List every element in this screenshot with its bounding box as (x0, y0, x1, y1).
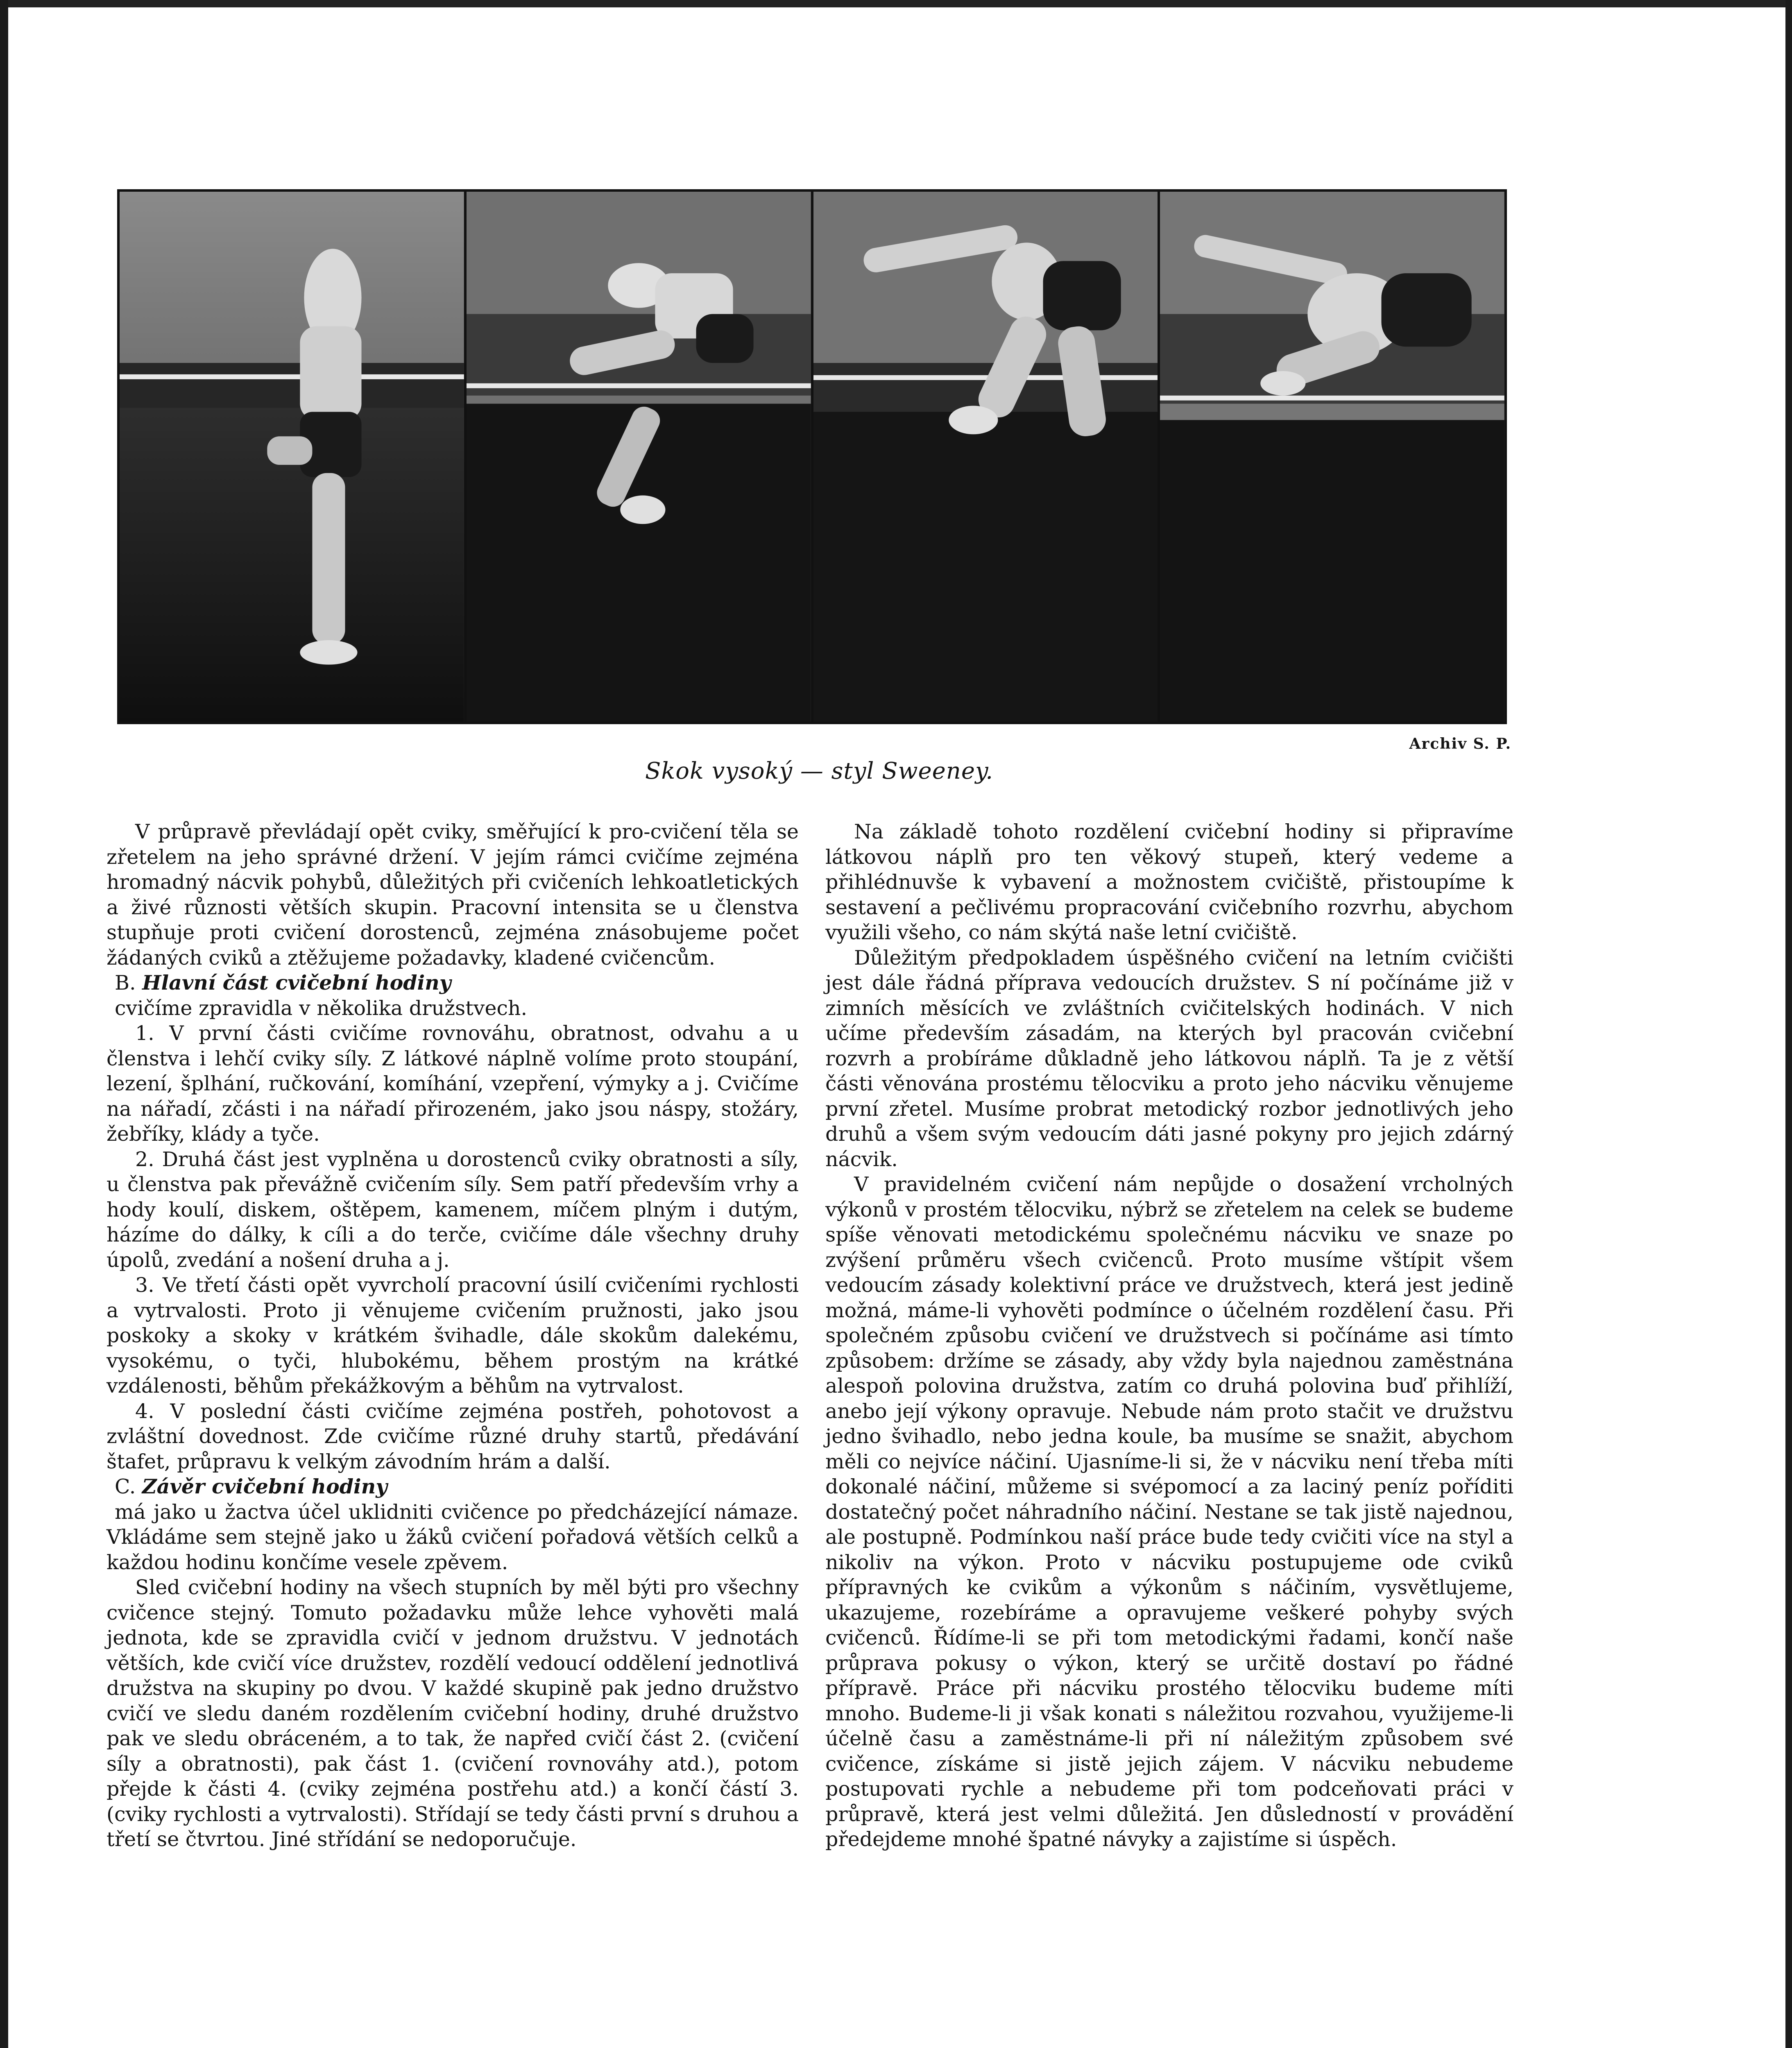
section-b-title: Hlavní část cvičební hodiny (142, 971, 451, 995)
photo-sequence (117, 189, 1507, 724)
photo-frame-2 (467, 192, 811, 722)
photo-frame-1 (120, 192, 464, 722)
left-column (106, 819, 799, 1852)
section-c-label: C. (115, 1475, 136, 1498)
section-c-text: má jako u žactva účel uklidniti cvičence po předcházející námaze. Vkládáme sem stejně jako u žáků cvičení pořadová větších celků a každou hodinu končíme vesele zpěvem. (106, 1500, 799, 1574)
photo-frame-4 (1160, 192, 1504, 722)
photo-credit: Archiv S. P. (1409, 735, 1511, 752)
section-b-heading (106, 970, 799, 996)
paragraph: 1. V první části cvičíme rovnováhu, obratnost, odvahu a u členstva i lehčí cviky síly. Z látkové náplně volíme proto stoupání, lezení, šplhání, ručkování, komíhání, vzepření, výmyky a j. Cvičíme na nářadí, zčásti i na nářadí přirozeném, jako jsou náspy, stožáry, žebříky, klády a tyče. (106, 1022, 799, 1146)
paragraph: 3. Ve třetí části opět vyvrcholí pracovní úsilí cvičeními rychlosti a vytrvalosti. Proto ji věnujeme cvičením pružnosti, jako jsou poskoky a skoky v krátkém švihadle, dále skokům dalekému, vysokému, o tyči, hlubokému, během prostým na krátké vzdálenosti, běhům překážkovým a běhům na vytrvalost. (106, 1273, 799, 1398)
paragraph: Sled cvičební hodiny na všech stupních by měl býti pro všechny cvičence stejný. Tomuto požadavku může lehce vyhověti malá jednota, kde se zpravidla cvičí v jednom družstvu. V jednotách větších, kde cvičí více družstev, rozdělí vedoucí oddělení jednotlivá družstva na skupiny po dvou. V každé skupině pak jedno družstvo cvičí ve sledu daném rozdělením cvičební hodiny, druhé družstvo pak ve sledu obráceném, a to tak, že napřed cvičí část 2. (cvičení síly a obratnosti), pak část 1. (cvičení rovnováhy atd.), potom přejde k části 4. (cviky zejména postřehu atd.) a končí částí 3. (cviky rychlosti a vytrvalosti). Střídají se tedy části první s druhou a třetí se čtvrtou. Jiné střídání se nedoporučuje. (106, 1576, 799, 1851)
paragraph: V pravidelném cvičení nám nepůjde o dosažení vrcholných výkonů v prostém tělocviku, nýbrž se zřetelem na celek se budeme spíše věnovati metodickému společnému nácviku ve snaze po zvýšení průměru všech cvičenců. Proto musíme vštípit všem vedoucím zásady kolektivní práce ve družstvech, která jest jedině možná, máme-li vyhověti podmínce o účelném rozdělení času. Při společném způsobu cvičení ve družstvech si počínáme asi tímto způsobem: držíme se zásady, aby vždy byla najednou zaměstnána alespoň polovina družstva, zatím co druhá polovina buď přihlíží, anebo její výkony opravuje. Nebude nám proto stačit ve družstvu jedno švihadlo, nebo jedna koule, ba musíme se snažit, abychom měli co nejvíce náčiní. Ujasníme-li si, že v nácviku není třeba míti dokonalé náčiní, můžeme si svépomocí a za laciný peníz poříditi dostatečný počet náhradního náčiní. Nestane se tak jistě najednou, ale postupně. Podmínkou naší práce bude tedy cvičiti více na styl a nikoliv na výkon. Proto v nácviku postupujeme ode cviků přípravných ke cvikům a výkonům s náčiním, vysvětlujeme, ukazujeme, rozebíráme a opravujeme veškeré pohyby svých cvičenců. Řídíme-li se při tom metodickými řadami, končí naše průprava pokusy o výkon, který se určitě dostaví po řádné přípravě. Práce při nácviku prostého tělocviku budeme míti mnoho. Budeme-li ji však konati s náležitou rozvahou, využijeme-li účelně času a zaměstnáme-li při ní náležitým způsobem své cvičence, získáme si jistě jejich zájem. V nácviku nebudeme postupovati rychle a nebudeme při tom podceňovati práci v průpravě, která jest velmi důležitá. Jen důsledností v provádění předejdeme mnohé špatné návyky a zajistíme si úspěch. (825, 1173, 1513, 1851)
paragraph: 4. V poslední části cvičíme zejména postřeh, pohotovost a zvláštní dovednost. Zde cvičíme různé druhy startů, předávání štafet, průpravu k velkým závodním hrám a další. (106, 1399, 799, 1473)
scan-edge-left (0, 0, 8, 2048)
right-column (825, 819, 1513, 1852)
photo-frame-3 (813, 192, 1158, 722)
section-b-label: B. (115, 971, 136, 995)
scan-edge-right (1785, 0, 1792, 2048)
scan-edge-top (0, 0, 1792, 7)
paragraph: Důležitým předpokladem úspěšného cvičení na letním cvičišti jest dále řádná příprava vedoucích družstev. S ní počínáme již v zimních měsících ve zvláštních cvičitelských hodinách. V nich učíme především zásadám, na kterých byl pracován cvičební rozvrh a probíráme důkladně jeho látkovou náplň. Ta je z větší části věnována prostému tělocviku a proto jeho nácviku věnujeme první zřetel. Musíme probrat metodický rozbor jednotlivých jeho druhů a všem svým vedoucím dáti jasné pokyny pro jejich zdárný nácvik. (825, 946, 1513, 1171)
paragraph: Na základě tohoto rozdělení cvičební hodiny si připravíme látkovou náplň pro ten věkový stupeň, který vedeme a přihlédnuvše k vybavení a možnostem cvičiště, přistoupíme k sestavení a pečlivému propracování cvičebního rozvrhu, abychom využili všeho, co nám skýtá naše letní cvičiště. (825, 820, 1513, 944)
photo-caption: Skok vysoký — styl Sweeney. (645, 758, 994, 784)
section-c-heading (106, 1474, 799, 1500)
paragraph: 2. Druhá část jest vyplněna u dorostenců cviky obratnosti a síly, u členstva pak převážně cvičením síly. Sem patří především vrhy a hody koulí, diskem, oštěpem, kamenem, míčem plným i dutým, házíme do dálky, k cíli a do terče, cvičíme dále všechny druhy úpolů, zvedání a nošení druha a j. (106, 1147, 799, 1272)
section-b-text: cvičíme zpravidla v několika družstvech. (115, 996, 528, 1020)
section-c-title: Závěr cvičební hodiny (142, 1475, 387, 1498)
paragraph: V průpravě převládají opět cviky, směřující k pro-cvičení těla se zřetelem na jeho správné držení. V jejím rámci cvičíme zejména hromadný nácvik pohybů, důležitých při cvičeních lehkoatletických a živé různosti větších skupin. Pracovní intensita se u členstva stupňuje proti cvičení dorostenců, zejména znásobujeme počet žádaných cviků a ztěžujeme požadavky, kladené cvičencům. (106, 820, 799, 970)
